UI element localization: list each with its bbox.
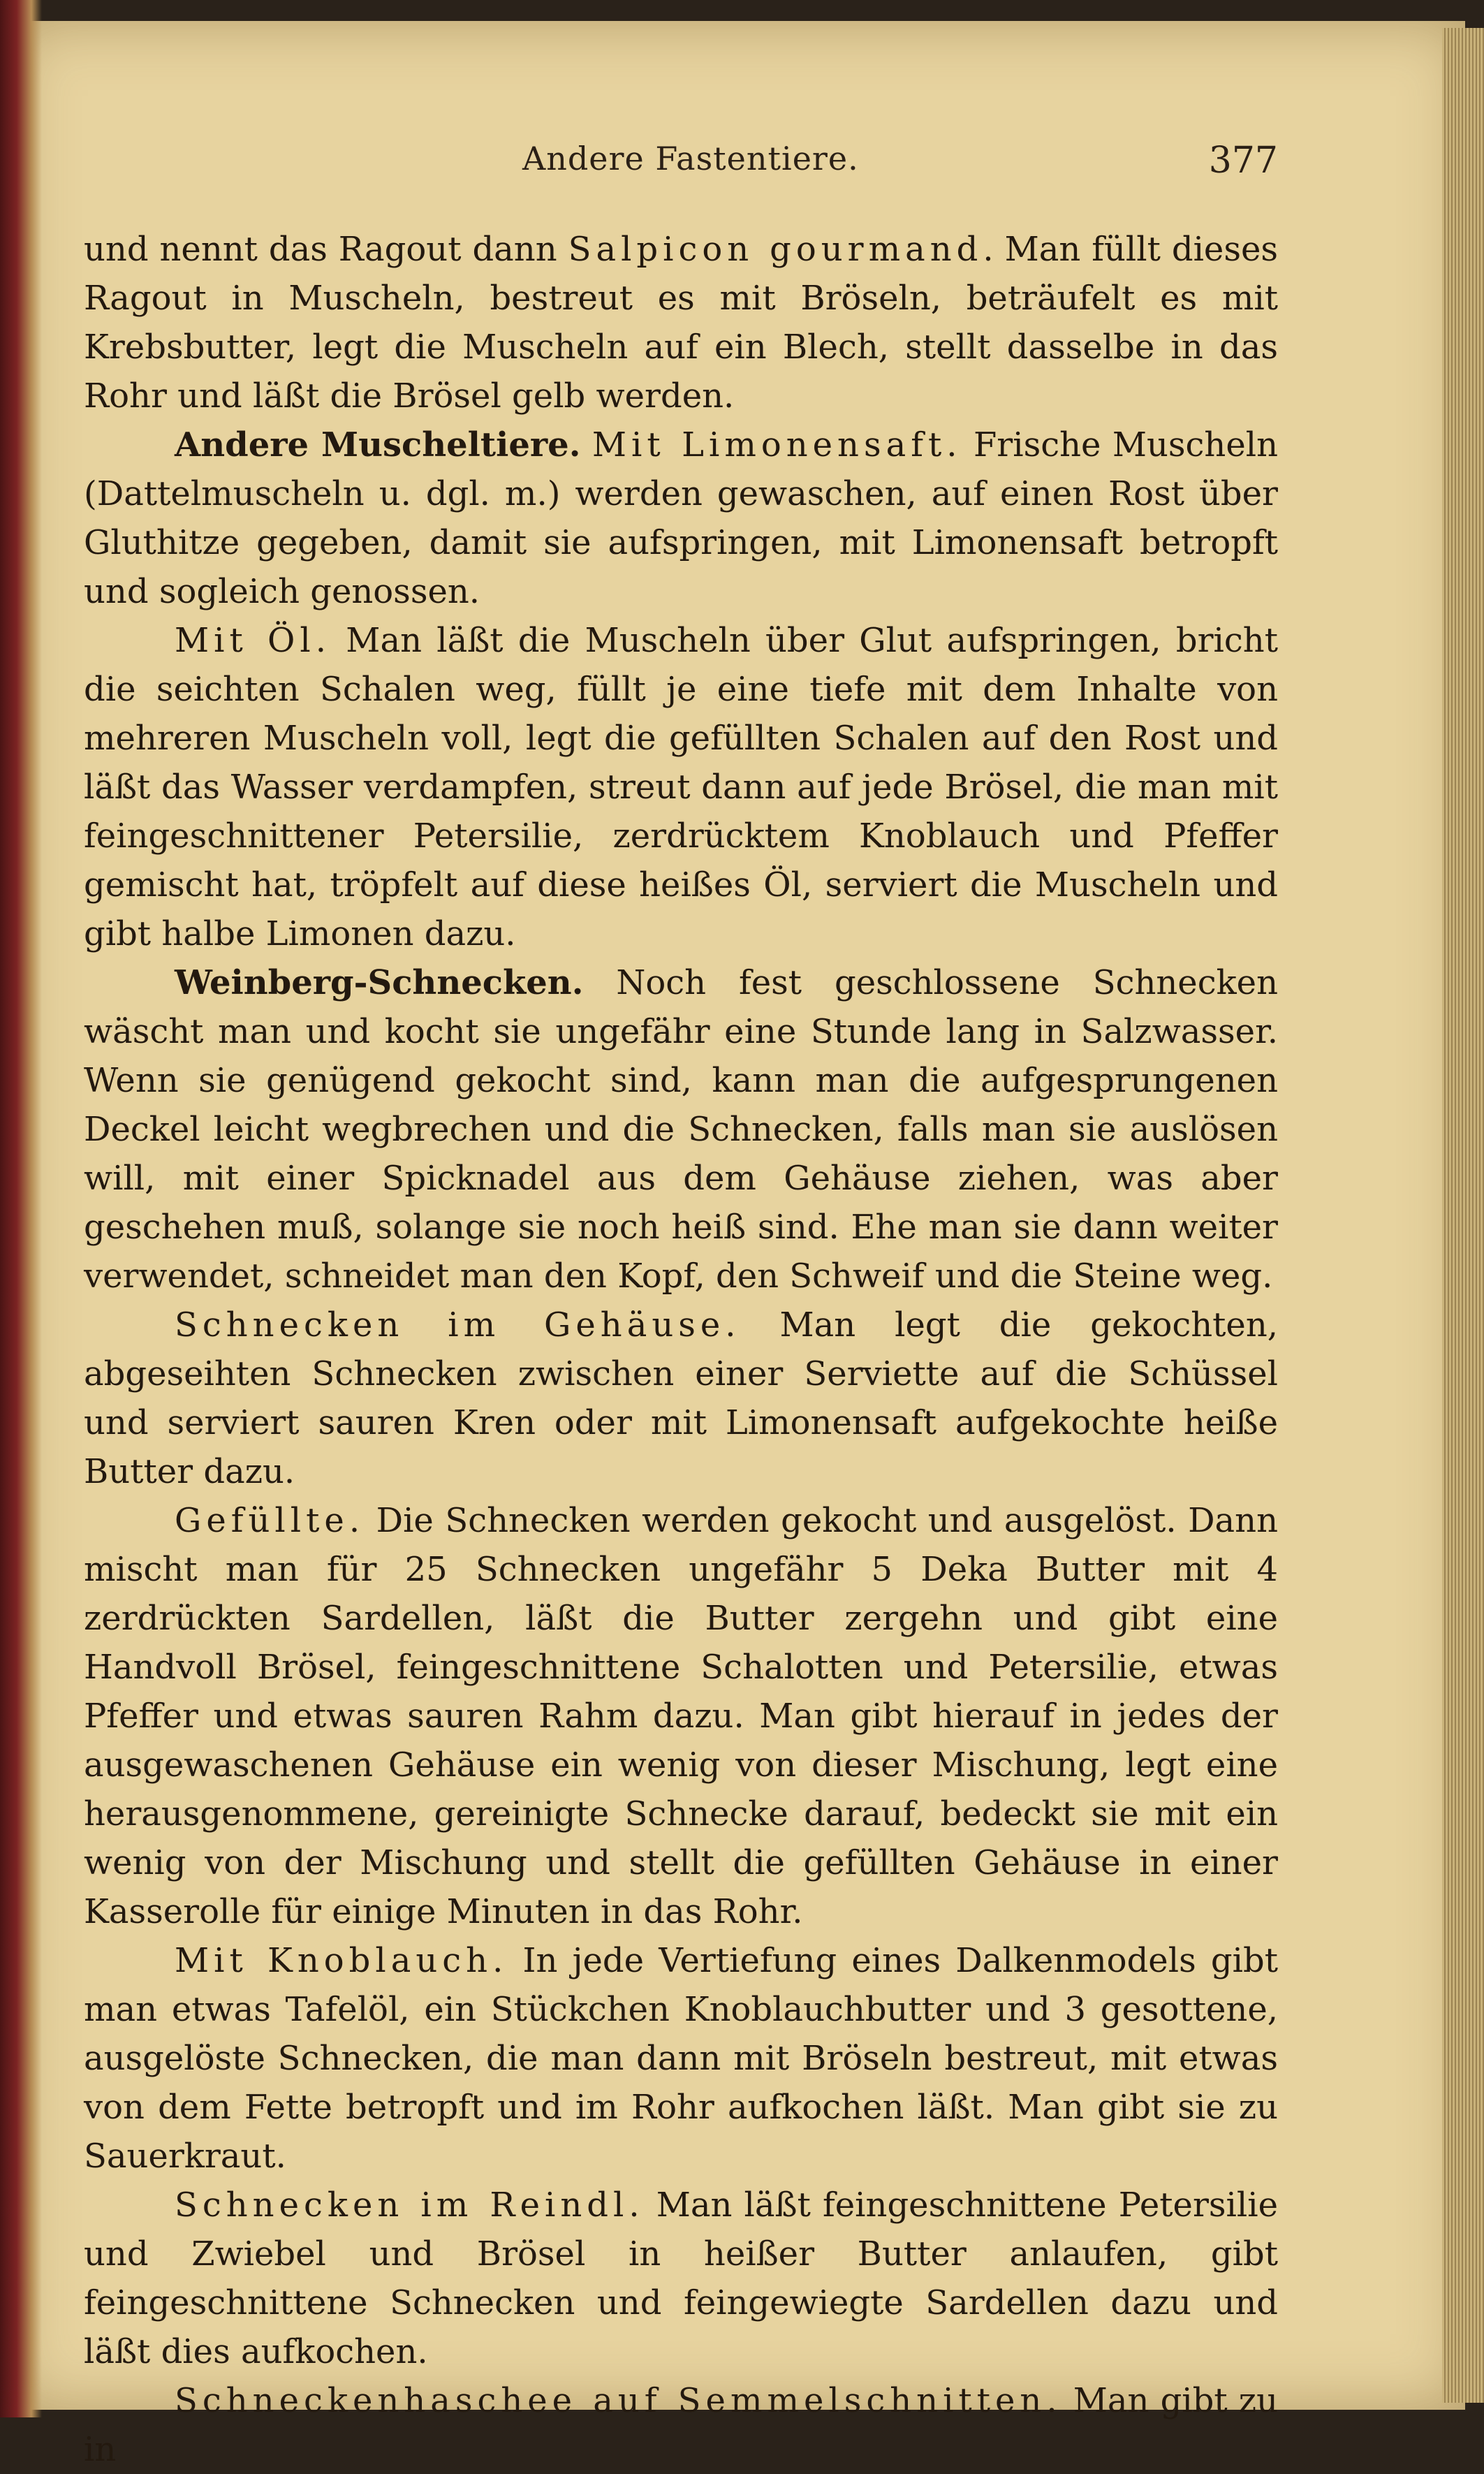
- page-number: 377: [1208, 140, 1278, 182]
- paragraph-schneckenhaschee: Schneckenhaschee auf Semmelschnitten. Man gibt zu in: [84, 2381, 1279, 2469]
- recipe-subheading: Schnecken im Reindl.: [175, 2186, 645, 2225]
- section-heading: Andere Muscheltiere.: [175, 425, 581, 464]
- recipe-subheading: Schneckenhaschee auf Semmelschnitten.: [175, 2381, 1062, 2420]
- paragraph-mit-oel: Mit Öl. Man läßt die Muscheln über Glut aufspringen, bricht die seichten Schalen weg, füllt je eine tiefe mit dem Inhalte von mehreren Muscheln voll, legt die gefüllten Schalen auf den Rost und läßt das Wasser verdampfen, streut dann auf jede Brösel, die man mit feingeschnittener Petersilie, zerdrücktem Knoblauch und Pfeffer gemischt hat, tröpfelt auf diese heißes Öl, serviert die Muscheln und gibt halbe Limonen dazu.: [84, 621, 1278, 953]
- recipe-subheading: Gefüllte.: [175, 1501, 365, 1540]
- recipe-subheading: Schnecken im Gehäuse.: [175, 1305, 741, 1345]
- paragraph-weinberg-schnecken: Weinberg-Schnecken. Noch fest geschlossene Schnecken wäscht man und kocht sie ungefähr eine Stunde lang in Salzwasser. Wenn sie genügend gekocht sind, kann man die aufgesprungenen Deckel leicht wegbrechen und die Schnecken, falls man sie auslösen will, mit einer Spicknadel aus dem Gehäuse ziehen, was aber geschehen muß, solange sie noch heiß sind. Ehe man sie dann weiter verwendet, schneidet man den Kopf, den Schweif und die Steine weg.: [84, 963, 1278, 1296]
- recipe-subheading: Mit Knoblauch.: [175, 1941, 508, 1980]
- paragraph-mit-knoblauch: Mit Knoblauch. In jede Vertiefung eines Dalkenmodels gibt man etwas Tafelöl, ein Stückchen Knoblauchbutter und 3 gesottene, ausgelöste Schnecken, die man dann mit Bröseln bestreut, mit etwas von dem Fette betropft und im Rohr aufkochen läßt. Man gibt sie zu Sauerkraut.: [84, 1941, 1278, 2176]
- dish-name: Salpicon gourmand: [568, 230, 983, 269]
- page-edges: [1442, 28, 1484, 2403]
- page-header: [0, 140, 1484, 189]
- recipe-subheading: Mit Limonensaft.: [592, 425, 962, 464]
- paragraph-andere-muscheltiere: Andere Muscheltiere. Mit Limonensaft. Frische Muscheln (Dattelmuscheln u. dgl. m.) werden gewaschen, auf einen Rost über Gluthitze gegeben, damit sie aufspringen, mit Limonensaft betropft und sogleich genossen.: [84, 425, 1279, 611]
- page-body: [84, 225, 1278, 2474]
- running-title: Andere Fastentiere.: [522, 140, 859, 177]
- recipe-subheading: Mit Öl.: [175, 621, 332, 660]
- paragraph-schnecken-im-gehaeuse: Schnecken im Gehäuse. Man legt die gekochten, abgeseihten Schnecken zwischen einer Serviette auf die Schüssel und serviert sauren Kren oder mit Limonensaft aufgekochte heiße Butter dazu.: [84, 1305, 1278, 1491]
- paragraph-ragout-continuation: und nennt das Ragout dann Salpicon gourmand. Man füllt dieses Ragout in Muscheln, bestreut es mit Bröseln, beträufelt es mit Krebsbutter, legt die Muscheln auf ein Blech, stellt dasselbe in das Rohr und läßt die Brösel gelb werden.: [84, 230, 1278, 416]
- paragraph-gefuellte: Gefüllte. Die Schnecken werden gekocht und ausgelöst. Dann mischt man für 25 Schnecken ungefähr 5 Deka Butter mit 4 zerdrückten Sardellen, läßt die Butter zergehn und gibt eine Handvoll Brösel, feingeschnittene Schalotten und Petersilie, etwas Pfeffer und etwas sauren Rahm dazu. Man gibt hierauf in jedes der ausgewaschenen Gehäuse ein wenig von dieser Mischung, legt eine herausgenommene, gereinigte Schnecke darauf, bedeckt sie mit ein wenig von der Mischung und stellt die gefüllten Gehäuse in einer Kasserolle für einige Minuten in das Rohr.: [84, 1501, 1278, 1931]
- book-spine: [0, 0, 42, 2417]
- section-heading: Weinberg-Schnecken.: [175, 963, 584, 1002]
- paragraph-schnecken-im-reindl: Schnecken im Reindl. Man läßt feingeschnittene Petersilie und Zwiebel und Brösel in heißer Butter anlaufen, gibt feingeschnittene Schnecken und feingewiegte Sardellen dazu und läßt dies aufkochen.: [84, 2186, 1278, 2371]
